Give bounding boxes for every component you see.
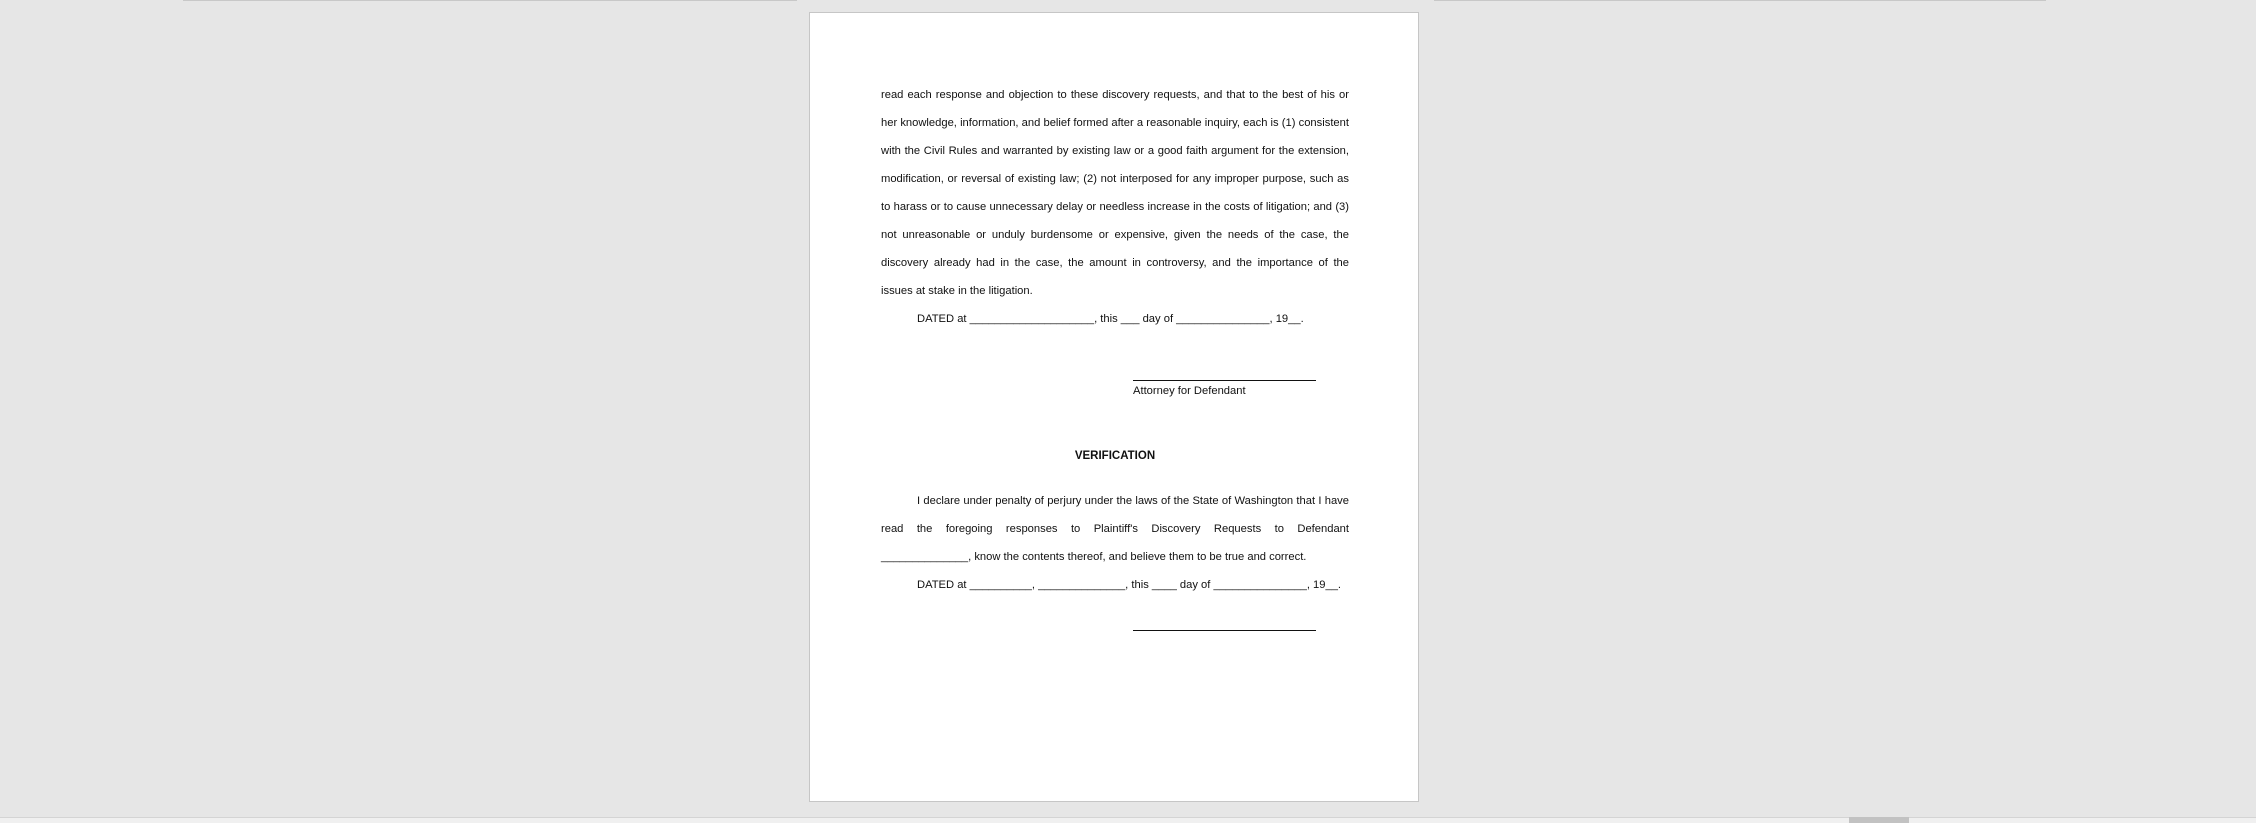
scrollbar-thumb[interactable] <box>1849 817 1909 823</box>
attorney-signature-label: Attorney for Defendant <box>1133 385 1246 397</box>
verification-heading: VERIFICATION <box>1074 450 1156 462</box>
dated-line: DATED at ____________________, this ___ day of _______________, 19__. <box>917 313 1304 325</box>
previous-page-edge-right <box>1434 0 2046 1</box>
previous-page-edge-left <box>183 0 797 1</box>
certification-paragraph: read each response and objection to these discovery requests, and that to the best of his or her knowledge, information, and belief formed after a reasonable inquiry, each is (1) consistent with the Civil Rules and warranted by existing law or a good faith argument for the extension, modification, or reversal of existing law; (2) not interposed for any improper purpose, such as to harass or to cause unnecessary delay or needless increase in the costs of litigation; and (3) not unreasonable or unduly burdensome or expensive, given the needs of the case, the discovery already had in the case, the amount in controversy, and the importance of the issues at stake in the litigation. <box>881 89 1349 297</box>
page-content <box>881 81 1349 599</box>
document-page <box>809 12 1419 802</box>
verification-dated-line: DATED at __________, ______________, this ____ day of _______________, 19__. <box>917 579 1342 591</box>
verification-signature-line <box>1133 630 1316 631</box>
verification-paragraph: I declare under penalty of perjury under the laws of the State of Washington that I have read the foregoing responses to Plaintiff's Discovery Requests to Defendant ______________, know the contents thereof, and believe them to be true and correct. <box>881 495 1349 563</box>
attorney-signature-line <box>1133 380 1316 381</box>
horizontal-scrollbar[interactable] <box>0 817 2256 823</box>
